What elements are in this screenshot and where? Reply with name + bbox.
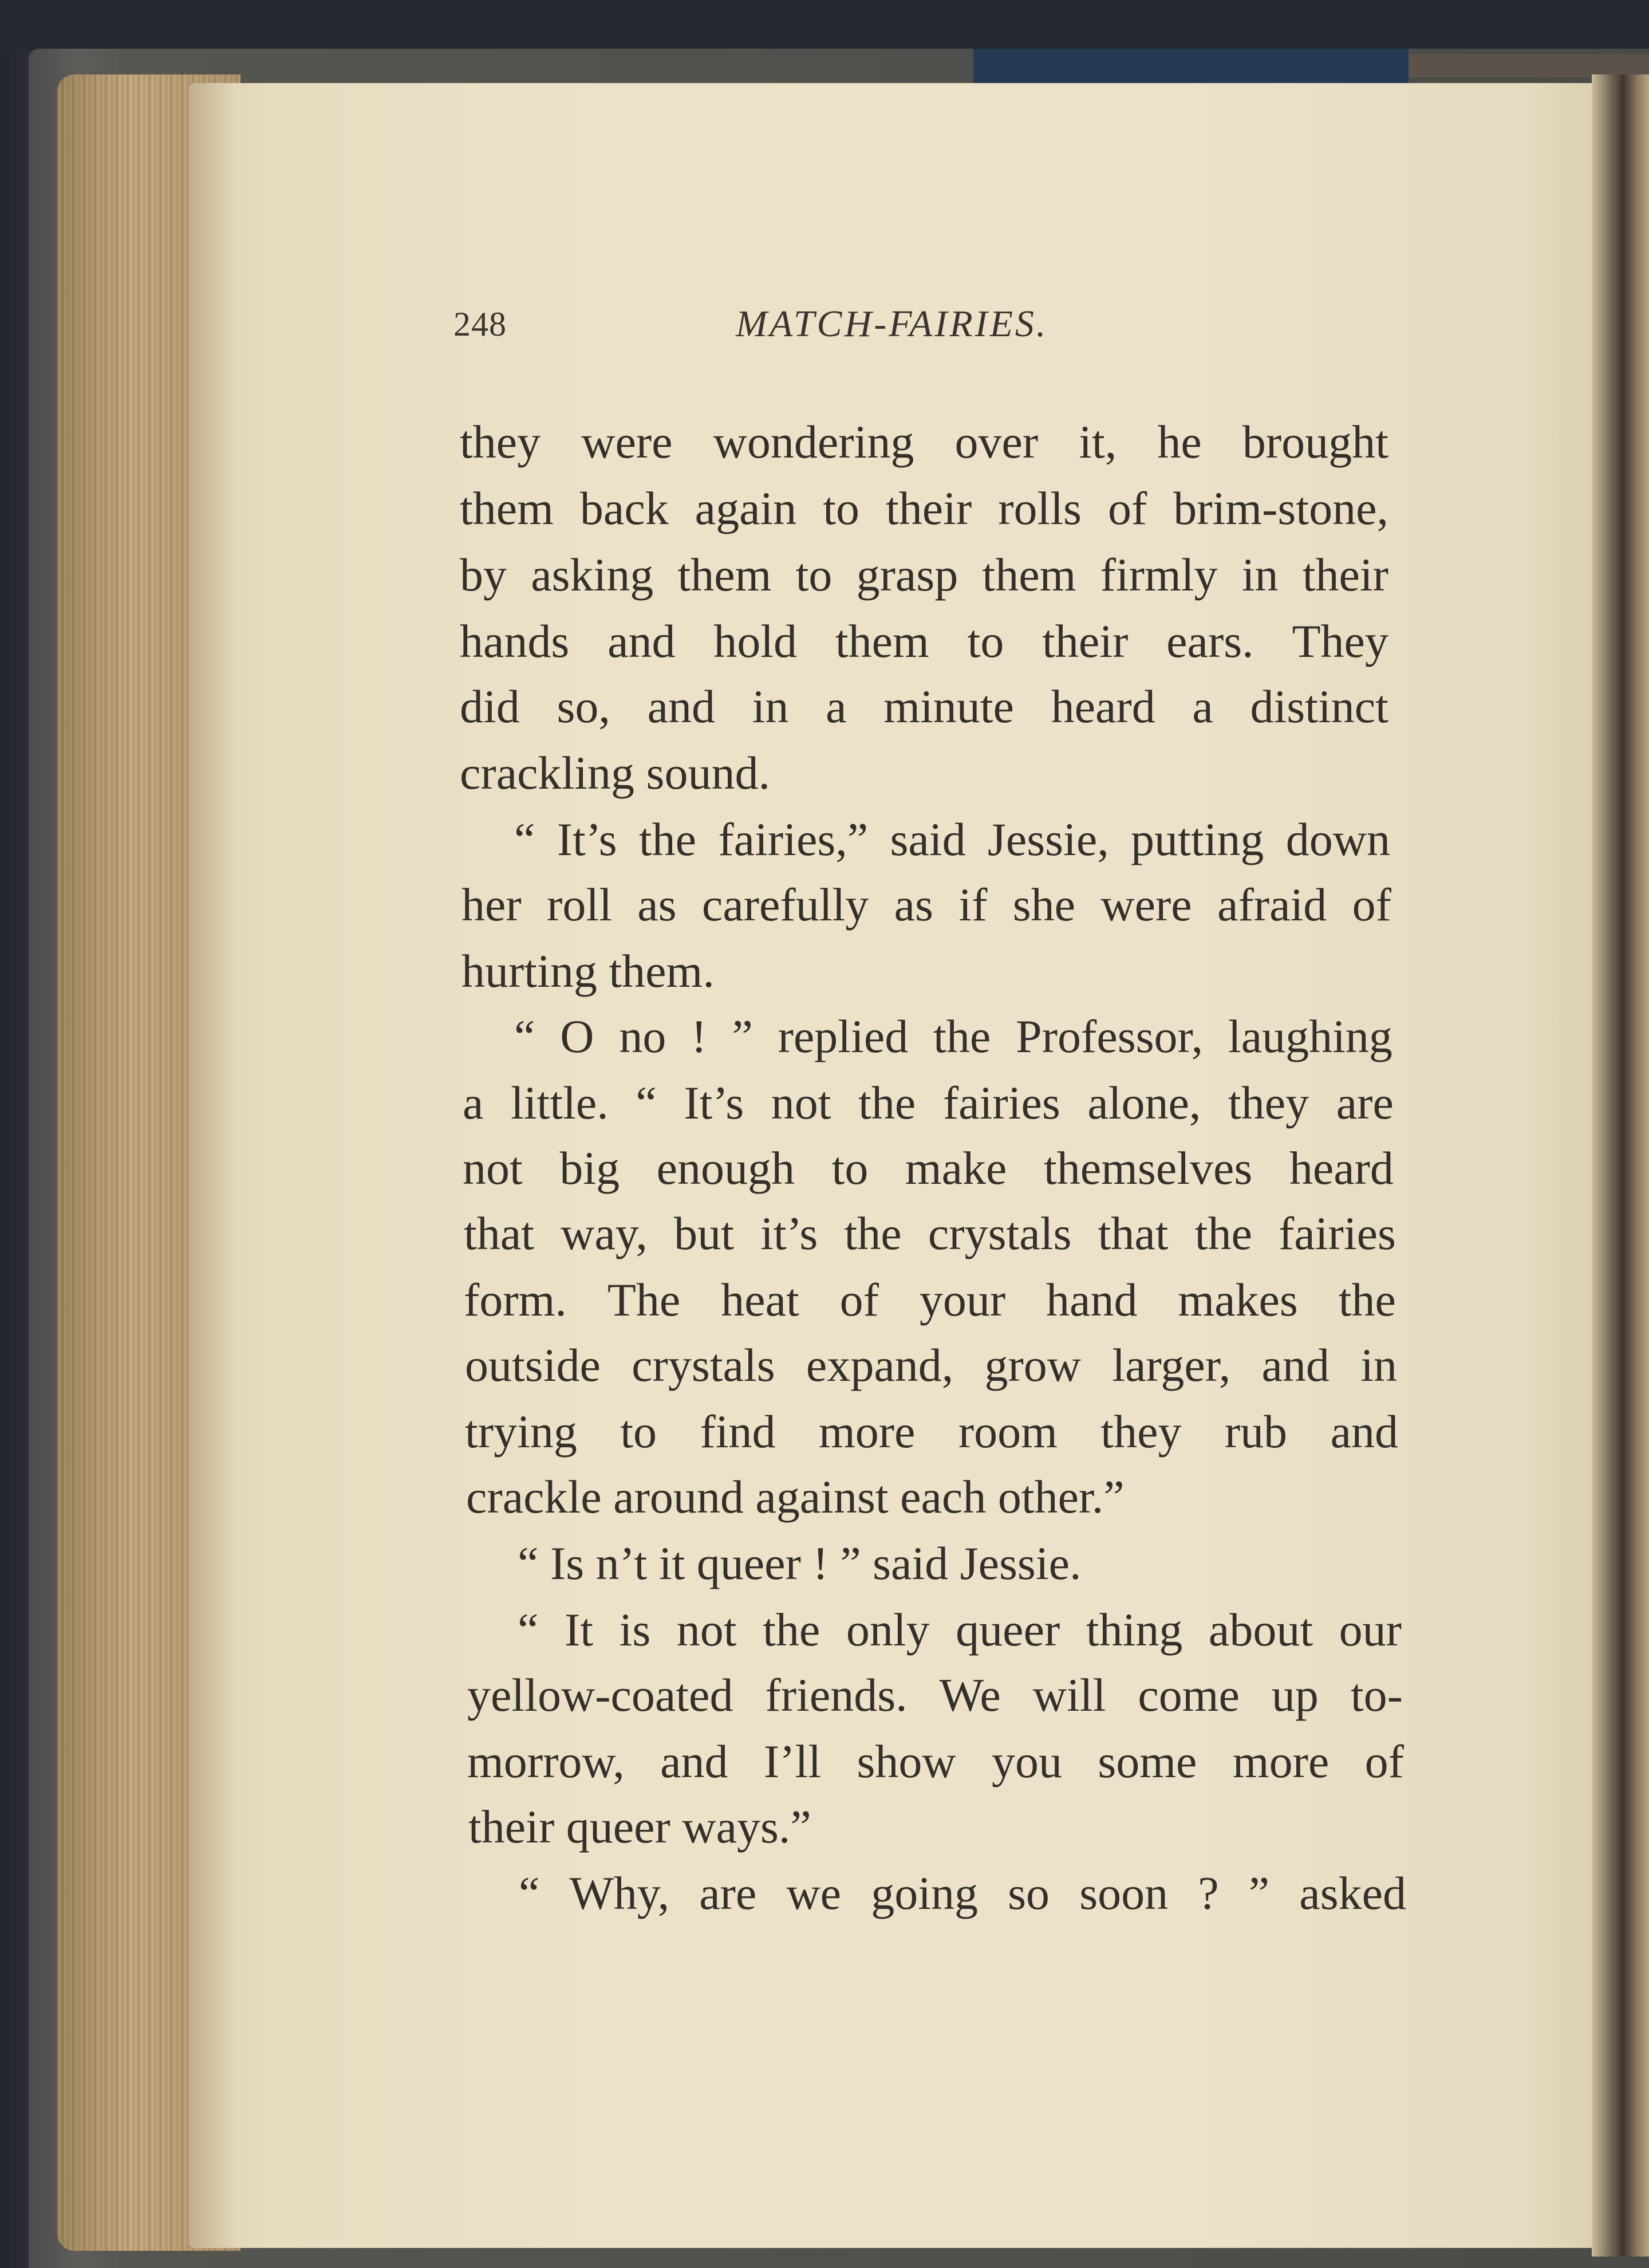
word: up [1271, 1669, 1319, 1721]
text-line [514, 1008, 1392, 1065]
line-text [460, 480, 1388, 537]
line-text [465, 1403, 1398, 1460]
word: firmly [1100, 549, 1218, 601]
word: We [939, 1669, 1001, 1721]
word: and [647, 680, 715, 733]
word: The [607, 1274, 681, 1326]
word: Why, [569, 1867, 670, 1919]
word: to- [1350, 1669, 1403, 1721]
word: hands [460, 615, 570, 667]
word: ” [732, 1010, 753, 1062]
word: fairies [1279, 1207, 1396, 1259]
word: the [933, 1010, 991, 1062]
word: They [1292, 615, 1388, 667]
word: enough [656, 1142, 795, 1194]
word: crystals [928, 1207, 1072, 1259]
word: of [1364, 1735, 1404, 1787]
word: Jessie, [987, 813, 1109, 865]
word: grasp [856, 549, 958, 601]
word: down [1285, 813, 1390, 865]
text-line [466, 1468, 1399, 1526]
word: find [700, 1405, 776, 1458]
word: heat [721, 1274, 799, 1326]
word: not [771, 1077, 831, 1129]
line-text: hurting them. [461, 945, 715, 997]
word: ! [691, 1010, 707, 1062]
word: asking [531, 549, 654, 601]
line-text: crackling sound. [460, 747, 770, 799]
word: we [786, 1867, 842, 1919]
word: they [460, 416, 541, 468]
word: asked [1299, 1867, 1406, 1919]
line-text [514, 811, 1390, 868]
word: queer [956, 1604, 1060, 1656]
word: putting [1131, 813, 1264, 865]
word: he [1157, 416, 1202, 468]
text-line [460, 480, 1388, 537]
word: to [831, 1142, 869, 1194]
word: rolls [998, 482, 1082, 534]
word: her [461, 879, 522, 931]
text-line [468, 1798, 1405, 1856]
word: and [660, 1735, 728, 1787]
word: “ [519, 1867, 540, 1919]
word: expand, [806, 1339, 954, 1391]
word: them [460, 482, 554, 534]
word: not [676, 1604, 737, 1656]
word: the [858, 1077, 916, 1129]
word: a [1192, 680, 1213, 733]
page-left-shadow [189, 83, 235, 2248]
word: “ [514, 813, 535, 865]
word: you [991, 1735, 1062, 1787]
word: is [619, 1604, 651, 1656]
backdrop-top [0, 0, 1649, 52]
word: are [1336, 1077, 1394, 1129]
word: grow [984, 1339, 1082, 1391]
text-line [464, 1271, 1396, 1329]
word: no [619, 1010, 666, 1062]
book-gutter [1592, 74, 1649, 2257]
text-line [467, 1667, 1403, 1724]
word: were [581, 416, 673, 468]
text-line [460, 414, 1388, 471]
text-line [518, 1535, 1399, 1592]
word: wondering [713, 416, 914, 468]
line-text [464, 1205, 1396, 1262]
word: thing [1086, 1604, 1183, 1656]
word: form. [464, 1274, 567, 1326]
word: of [1107, 482, 1147, 534]
word: fairies [942, 1077, 1060, 1129]
text-line [467, 1733, 1404, 1790]
line-text: “ Is n’t it queer ! ” said Jessie. [518, 1537, 1082, 1589]
word: soon [1079, 1867, 1169, 1919]
cover-right-strip [1409, 54, 1649, 77]
line-text [514, 1008, 1392, 1065]
word: crystals [632, 1339, 775, 1391]
word: them [835, 615, 929, 667]
word: heard [1289, 1142, 1394, 1194]
word: by [460, 549, 507, 601]
word: they [1228, 1077, 1309, 1129]
text-line [463, 1074, 1394, 1132]
word: room [958, 1405, 1058, 1458]
line-text [460, 414, 1388, 471]
word: big [559, 1142, 620, 1194]
word: that [464, 1207, 534, 1259]
word: morrow, [467, 1735, 625, 1787]
line-text [518, 1601, 1402, 1659]
word: she [1012, 879, 1076, 931]
line-text [464, 1271, 1396, 1329]
text-line [464, 1205, 1396, 1262]
word: alone, [1087, 1077, 1201, 1129]
word: distinct [1250, 680, 1388, 733]
word: makes [1178, 1274, 1298, 1326]
page-number: 248 [453, 305, 507, 343]
text-line [460, 745, 1388, 802]
word: but [674, 1207, 734, 1259]
word: again [695, 482, 797, 534]
word: trying [465, 1405, 577, 1458]
line-text [467, 1667, 1403, 1724]
word: heard [1051, 680, 1155, 733]
line-text [460, 613, 1388, 670]
word: carefully [701, 879, 869, 931]
line-text [461, 876, 1391, 934]
line-text [463, 1074, 1394, 1132]
word: brought [1242, 416, 1388, 468]
word: way, [561, 1207, 648, 1259]
word: it’s [760, 1207, 818, 1259]
word: hold [713, 615, 798, 667]
word: a [463, 1077, 484, 1129]
line-text [519, 1865, 1406, 1922]
word: hand [1046, 1274, 1138, 1326]
word: fairies,” [718, 813, 869, 865]
running-head: MATCH-FAIRIES. [736, 303, 1048, 345]
word: ? [1198, 1867, 1219, 1919]
text-line [460, 678, 1388, 735]
text-line [463, 1140, 1394, 1197]
word: the [844, 1207, 902, 1259]
word: ” [1248, 1867, 1270, 1919]
word: to [795, 549, 833, 601]
word: replied [778, 1010, 909, 1062]
text-line [461, 943, 1391, 1000]
word: and [1261, 1339, 1330, 1391]
word: the [1338, 1274, 1396, 1326]
word: a [826, 680, 847, 733]
word: afraid [1217, 879, 1327, 931]
line-text [460, 546, 1388, 604]
word: in [1360, 1339, 1397, 1391]
line-text: crackle around against each other.” [466, 1471, 1125, 1523]
text-line [519, 1865, 1406, 1922]
word: not [463, 1142, 523, 1194]
word: their [1042, 615, 1129, 667]
word: in [752, 680, 789, 733]
word: our [1339, 1604, 1402, 1656]
word: make [905, 1142, 1007, 1194]
word: them [677, 549, 772, 601]
line-text [463, 1140, 1394, 1197]
word: ears. [1166, 615, 1254, 667]
text-line [460, 546, 1388, 604]
word: so, [557, 680, 610, 733]
word: if [958, 879, 988, 931]
word: rub [1224, 1405, 1288, 1458]
text-line [465, 1337, 1397, 1394]
word: to [967, 615, 1004, 667]
word: “ [514, 1010, 535, 1062]
word: show [857, 1735, 956, 1787]
word: as [894, 879, 933, 931]
word: roll [547, 879, 612, 931]
line-text [467, 1733, 1404, 1790]
word: in [1241, 549, 1279, 601]
word: the [763, 1604, 820, 1656]
word: laughing [1228, 1010, 1392, 1062]
text-line [461, 876, 1391, 934]
word: that [1098, 1207, 1169, 1259]
word: “ [636, 1077, 657, 1129]
word: they [1100, 1405, 1182, 1458]
word: brim-stone, [1173, 482, 1388, 534]
word: some [1098, 1735, 1197, 1787]
word: It’s [557, 813, 617, 865]
word: themselves [1043, 1142, 1253, 1194]
word: more [1232, 1735, 1330, 1787]
text-line [460, 613, 1388, 670]
line-text: their queer ways.” [468, 1801, 811, 1853]
word: them [982, 549, 1076, 601]
word: to [620, 1405, 657, 1458]
word: so [1008, 1867, 1050, 1919]
word: did [460, 680, 520, 733]
word: it, [1079, 416, 1117, 468]
cover-top-strip [973, 49, 1409, 83]
word: to [823, 482, 859, 534]
word: come [1138, 1669, 1240, 1721]
word: the [638, 813, 697, 865]
word: will [1032, 1669, 1106, 1721]
word: as [637, 879, 677, 931]
word: about [1208, 1604, 1313, 1656]
word: friends. [765, 1669, 908, 1721]
word: Professor, [1016, 1010, 1204, 1062]
word: only [846, 1604, 930, 1656]
word: It’s [684, 1077, 744, 1129]
word: said [890, 813, 966, 865]
word: are [699, 1867, 757, 1919]
word: outside [465, 1339, 601, 1391]
word: yellow-coated [467, 1669, 733, 1721]
word: and [607, 615, 676, 667]
word: minute [883, 680, 1014, 733]
text-line [465, 1403, 1398, 1460]
text-line [518, 1601, 1402, 1659]
word: It [564, 1604, 594, 1656]
word: their [885, 482, 972, 534]
word: O [560, 1010, 594, 1062]
word: over [954, 416, 1039, 468]
word: I’ll [763, 1735, 822, 1787]
word: your [919, 1274, 1006, 1326]
word: of [839, 1274, 879, 1326]
word: the [1194, 1207, 1252, 1259]
line-text [465, 1337, 1397, 1394]
word: their [1302, 549, 1388, 601]
word: going [871, 1867, 979, 1919]
word: of [1352, 879, 1391, 931]
word: back [579, 482, 669, 534]
word: larger, [1112, 1339, 1231, 1391]
text-line [514, 811, 1390, 868]
word: “ [518, 1604, 539, 1656]
word: more [818, 1405, 916, 1458]
line-text [460, 678, 1388, 735]
word: were [1100, 879, 1192, 931]
word: little. [510, 1077, 609, 1129]
word: and [1330, 1405, 1398, 1458]
